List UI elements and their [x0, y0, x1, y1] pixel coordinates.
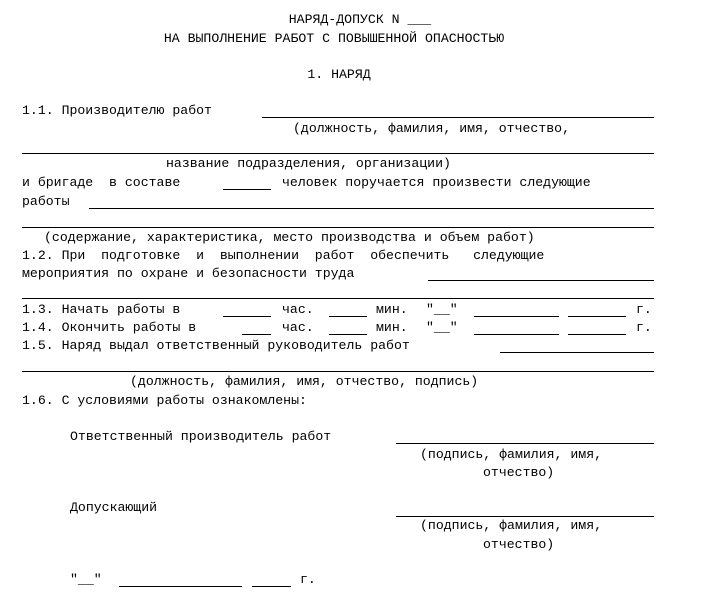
- brigade-count-field[interactable]: [223, 189, 271, 190]
- end-hour-field[interactable]: [242, 334, 271, 335]
- works-label: работы: [22, 194, 70, 209]
- document-subtitle: НА ВЫПОЛНЕНИЕ РАБОТ С ПОВЫШЕННОЙ ОПАСНОСТЬЮ: [163, 31, 505, 46]
- start-min-label: мин.: [376, 302, 408, 317]
- issuer-field[interactable]: [500, 352, 654, 353]
- measures-field[interactable]: [428, 280, 654, 281]
- section-title: 1. НАРЯД: [307, 67, 371, 82]
- works-hint: (содержание, характеристика, место производства и объем работ): [44, 230, 535, 245]
- end-month-field[interactable]: [474, 334, 559, 335]
- brigade-text: человек поручается произвести следующие: [282, 175, 591, 190]
- start-hour-field[interactable]: [223, 316, 271, 317]
- footer-year-field[interactable]: [252, 586, 291, 587]
- start-day-field[interactable]: "__": [426, 302, 458, 317]
- brigade-label: и бригаде в составе: [22, 175, 181, 190]
- measures-field-2[interactable]: [22, 298, 654, 299]
- organization-hint: название подразделения, организации): [166, 156, 451, 171]
- end-label: 1.4. Окончить работы в: [22, 320, 197, 335]
- issuer-field-2[interactable]: [22, 371, 654, 372]
- end-hour-label: час.: [282, 320, 314, 335]
- works-field[interactable]: [89, 208, 654, 209]
- measures-label: 1.2. При подготовке и выполнении работ обеспечить следующие: [22, 248, 545, 263]
- footer-year-label: г.: [300, 572, 316, 587]
- start-year-label: г.: [636, 302, 652, 317]
- start-year-field[interactable]: [568, 316, 626, 317]
- admitter-signature-field[interactable]: [396, 516, 654, 517]
- worker-field[interactable]: [262, 117, 654, 118]
- issuer-label: 1.5. Наряд выдал ответственный руководитель работ: [22, 338, 410, 353]
- issuer-hint: (должность, фамилия, имя, отчество, подпись): [130, 374, 479, 389]
- works-field-2[interactable]: [22, 227, 654, 228]
- document-title: НАРЯД-ДОПУСК N ___: [288, 12, 432, 27]
- measures-label-2: мероприятия по охране и безопасности труда: [22, 266, 355, 281]
- end-min-label: мин.: [376, 320, 408, 335]
- start-min-field[interactable]: [329, 316, 367, 317]
- start-hour-label: час.: [282, 302, 314, 317]
- responsible-signature-field[interactable]: [396, 443, 654, 444]
- start-month-field[interactable]: [474, 316, 559, 317]
- responsible-hint: (подпись, фамилия, имя,: [420, 447, 603, 462]
- acquainted-label: 1.6. С условиями работы ознакомлены:: [22, 393, 307, 408]
- worker-label: 1.1. Производителю работ: [22, 103, 212, 118]
- end-year-field[interactable]: [568, 334, 626, 335]
- end-min-field[interactable]: [329, 334, 367, 335]
- admitter-label: Допускающий: [70, 500, 158, 515]
- admitter-hint-2: отчество): [483, 537, 555, 552]
- admitter-hint: (подпись, фамилия, имя,: [420, 518, 603, 533]
- organization-field[interactable]: [22, 153, 654, 154]
- end-year-label: г.: [636, 320, 652, 335]
- responsible-label: Ответственный производитель работ: [70, 429, 332, 444]
- responsible-hint-2: отчество): [483, 465, 555, 480]
- footer-month-field[interactable]: [119, 586, 242, 587]
- start-label: 1.3. Начать работы в: [22, 302, 181, 317]
- footer-day-field[interactable]: "__": [70, 572, 102, 587]
- worker-hint: (должность, фамилия, имя, отчество,: [293, 121, 570, 136]
- end-day-field[interactable]: "__": [426, 320, 458, 335]
